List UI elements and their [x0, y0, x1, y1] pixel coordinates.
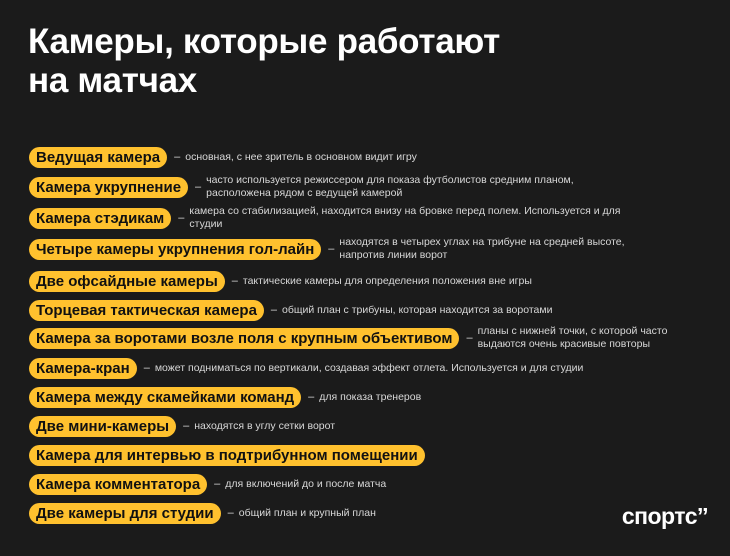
separator-dash: –: [195, 181, 202, 193]
camera-name-badge: Четыре камеры укрупнения гол-лайн: [29, 239, 321, 260]
description-line: находятся в углу сетки ворот: [194, 419, 336, 432]
title-line: Камеры, которые работают: [28, 22, 500, 61]
description-line: часто используется режиссером для показа футболистов средним планом,: [206, 174, 574, 186]
camera-row: [29, 207, 649, 229]
description-line: планы с нижней точки, с которой часто: [477, 325, 668, 337]
camera-description: [155, 362, 584, 375]
camera-name-badge: Камера комментатора: [29, 474, 207, 495]
camera-row: [29, 502, 376, 524]
camera-description: [319, 391, 421, 404]
camera-name-badge: Камера для интервью в подтрибунном помещении: [29, 445, 425, 466]
camera-row: [29, 357, 583, 379]
separator-dash: –: [178, 212, 185, 224]
separator-dash: –: [270, 304, 278, 316]
description-line: основная, с нее зритель в основном видит игру: [185, 150, 417, 163]
camera-name-badge: Две офсайдные камеры: [29, 271, 225, 292]
page-title: [28, 22, 500, 100]
camera-name-badge: Камера между скамейками команд: [29, 387, 301, 408]
camera-name-badge: Камера-кран: [29, 358, 137, 379]
camera-row: [29, 444, 425, 466]
camera-row: [29, 299, 552, 321]
camera-row: [29, 238, 625, 260]
camera-name-badge: Торцевая тактическая камера: [29, 300, 264, 321]
description-line: может подниматься по вертикали, создавая эффект отлета. Используется и для студии: [154, 361, 584, 374]
camera-description: [478, 325, 668, 351]
separator-dash: –: [466, 332, 473, 344]
description-line: напротив линии ворот: [339, 249, 448, 261]
separator-dash: –: [143, 362, 150, 374]
separator-dash: –: [174, 151, 181, 163]
camera-name-badge: Две мини-камеры: [29, 416, 176, 437]
camera-name-badge: Камера стэдикам: [29, 208, 171, 229]
description-line: общий план с трибуны, которая находится за воротами: [282, 303, 553, 316]
description-line: выдаются очень красивые повторы: [477, 338, 651, 350]
description-line: расположена рядом с ведущей камерой: [206, 187, 403, 199]
camera-name-badge: Камера за воротами возле поля с крупным объективом: [29, 328, 459, 349]
camera-description: [239, 507, 376, 520]
camera-row: [29, 270, 532, 292]
separator-dash: –: [227, 507, 234, 519]
camera-description: [194, 420, 335, 433]
camera-row: [29, 146, 417, 168]
camera-description: [185, 151, 417, 164]
camera-row: [29, 327, 667, 349]
camera-description: [339, 236, 624, 262]
description-line: для включений до и после матча: [225, 477, 387, 490]
description-line: камера со стабилизацией, находится внизу на бровке перед полем. Используется и для студии: [189, 205, 621, 230]
camera-description: [206, 174, 574, 200]
description-line: общий план и крупный план: [238, 506, 376, 519]
camera-description: [243, 275, 532, 288]
separator-dash: –: [308, 391, 315, 403]
description-line: находятся в четырех углах на трибуне на средней высоте,: [339, 236, 625, 248]
camera-row: [29, 415, 335, 437]
camera-row: [29, 176, 574, 198]
separator-dash: –: [183, 420, 190, 432]
camera-description: [282, 304, 552, 317]
camera-row: [29, 473, 386, 495]
camera-name-badge: Камера укрупнение: [29, 177, 188, 198]
separator-dash: –: [231, 275, 238, 287]
separator-dash: –: [328, 243, 335, 255]
title-line: на матчах: [28, 61, 197, 100]
description-line: для показа тренеров: [319, 390, 422, 403]
logo: спортс’’: [621, 503, 708, 529]
camera-name-badge: Ведущая камера: [29, 147, 167, 168]
camera-description: [189, 205, 649, 231]
description-line: тактические камеры для определения положения вне игры: [242, 274, 532, 287]
camera-row: [29, 386, 421, 408]
camera-name-badge: Две камеры для студии: [29, 503, 221, 524]
camera-description: [225, 478, 386, 491]
separator-dash: –: [214, 478, 221, 490]
